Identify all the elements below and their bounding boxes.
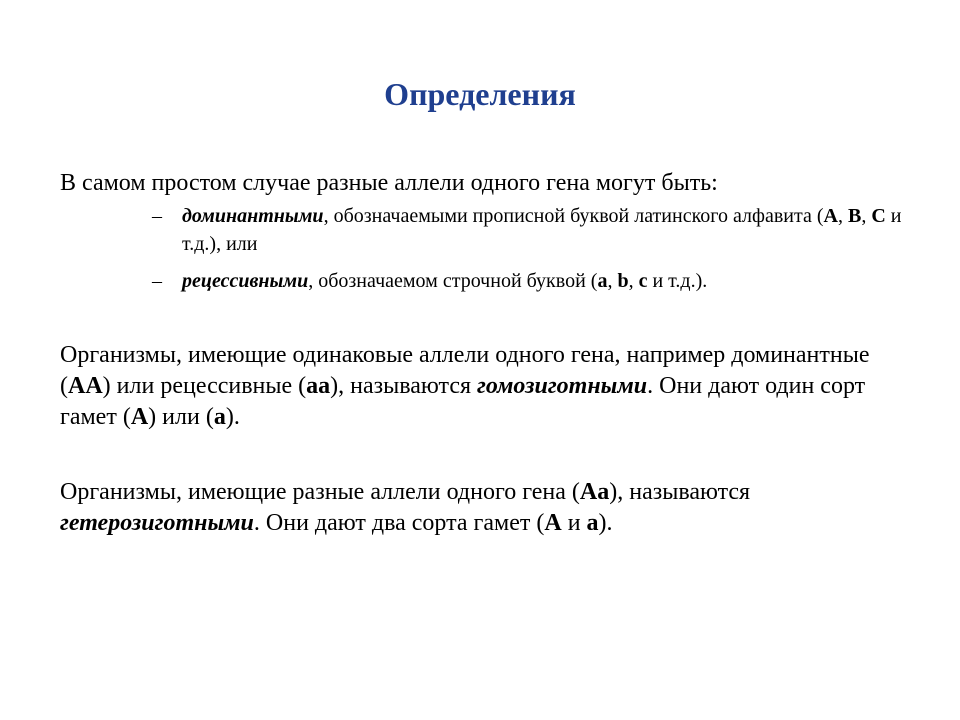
- bullet-dominant: [152, 202, 922, 258]
- bullet-dash: –: [152, 205, 162, 227]
- bullet-recessive-text: рецессивными, обозначаемом строчной буквой (a, b, c и т.д.).: [182, 270, 708, 292]
- heterozygous-paragraph: Организмы, имеющие разные аллели одного гена (Aa), называются гетерозиготными. Они дают два сорта гамет (A и a).: [60, 479, 751, 536]
- bullet-dominant-text: доминантными, обозначаемыми прописной буквой латинского алфавита (A, B, C и т.д.), или: [182, 205, 902, 255]
- bullet-dash: –: [152, 270, 162, 292]
- term-homozygous: гомозиготными: [477, 373, 648, 399]
- term-recessive: рецессивными: [182, 270, 309, 292]
- homozygous-paragraph: Организмы, имеющие одинаковые аллели одного гена, например доминантные (AA) или рецессивные (aa), называются гомозиготными. Они дают один сорт гамет (A) или (a).: [60, 342, 870, 430]
- bullet-recessive: [152, 267, 922, 295]
- intro-paragraph: В самом простом случае разные аллели одного гена могут быть:: [60, 170, 718, 196]
- slide-title: Определения: [384, 76, 576, 112]
- term-dominant: доминантными: [182, 205, 324, 227]
- term-heterozygous: гетерозиготными: [60, 510, 254, 536]
